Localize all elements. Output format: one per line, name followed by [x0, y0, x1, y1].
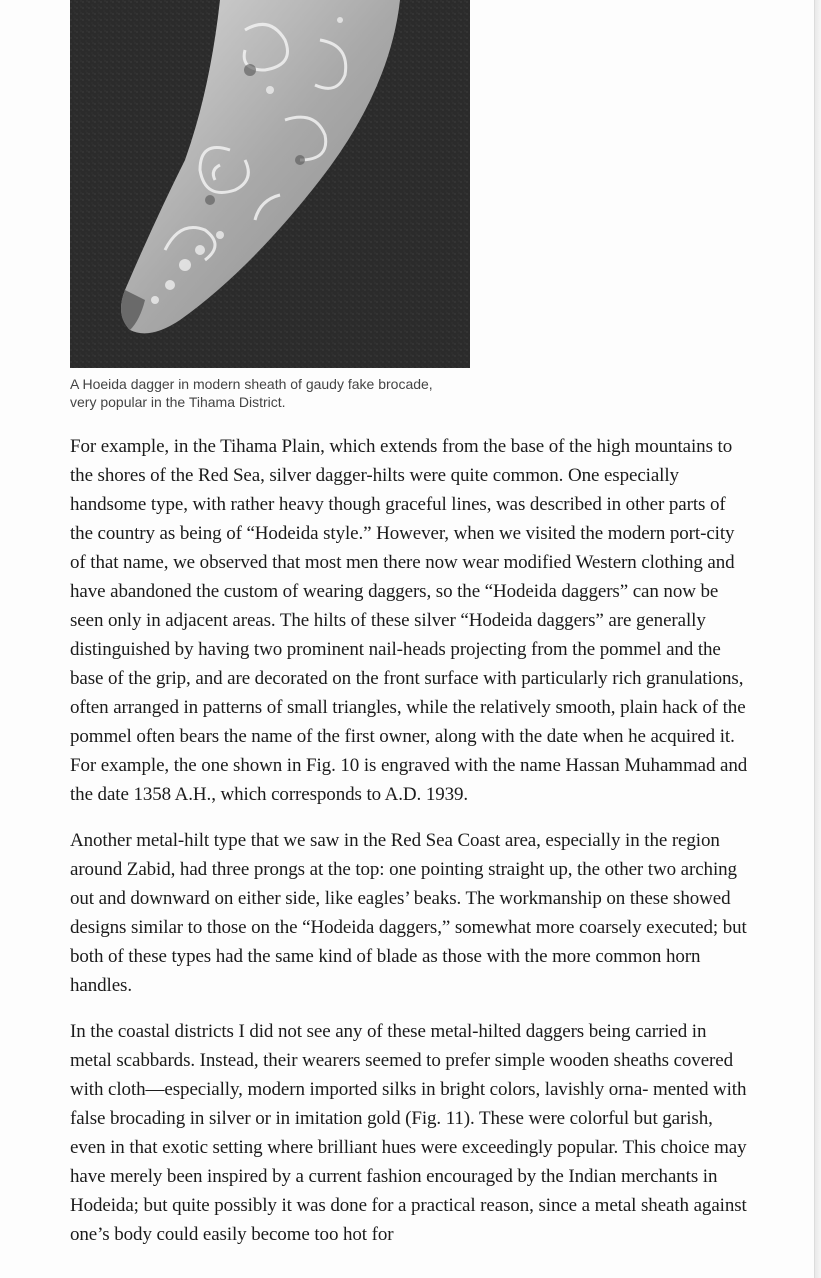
dagger-sheath-photo — [70, 0, 470, 368]
caption-line-2: very popular in the Tihama District. — [70, 394, 286, 410]
paragraph-three-prong-hilt: Another metal-hilt type that we saw in the Red Sea Coast area, especially in the region around Zabid, had three prongs at the top: one pointing straight up, the other two arching out and downward on either side, like eagles’ beaks. The workmanship on these showed designs similar to those on the “Hodeida daggers,” somewhat more coarsely executed; but both of these types had the same kind of blade as those with the more common horn handles. — [70, 830, 747, 996]
paragraph-hodeida-daggers: For example, in the Tihama Plain, which extends from the base of the high mountains to the shores of the Red Sea, silver dagger-hilts were quite common. One especially handsome type, with rather heavy though graceful lines, was described in other parts of the country as being of “Hodeida style.” However, when we visited the modern port-city of that name, we observed that most men there now wear modified Western clothing and have abandoned the custom of wearing daggers, so the “Hodeida daggers” can now be seen only in adjacent areas. The hilts of these silver “Hodeida daggers” are generally distinguished by having two prominent nail-heads projecting from the pommel and the base of the grip, and are decorated on the front surface with particularly rich granulations, often arranged in patterns of small triangles, while the relatively smooth, plain hack of the pommel often bears the name of the first owner, along with the date when he acquired it. For example, the one shown in Fig. 10 is engraved with the name Hassan Muhammad and the date 1358 A.H., which corresponds to A.D. 1939. — [70, 436, 748, 805]
dagger-figure — [70, 0, 750, 411]
article — [70, 0, 750, 1249]
figure-caption — [70, 375, 470, 411]
paragraph-coastal-sheaths: In the coastal districts I did not see any of these metal-hilted daggers being carried in metal scabbards. Instead, their wearers seemed to prefer simple wooden sheaths covered with cloth—especially, modern imported silks in bright colors, lavishly orna- mented with false brocading in silver or in imitation gold (Fig. 11). These were colorful but garish, even in that exotic setting where brilliant hues were exceedingly popular. This choice may have merely been inspired by a current fashion encouraged by the Indian merchants in Hodeida; but quite possibly it was done for a practical reason, since a metal sheath against one’s body could easily become too hot for — [70, 1021, 747, 1245]
scrollbar-track[interactable] — [814, 0, 821, 1278]
caption-line-1: A Hoeida dagger in modern sheath of gaudy fake brocade, — [70, 376, 433, 392]
